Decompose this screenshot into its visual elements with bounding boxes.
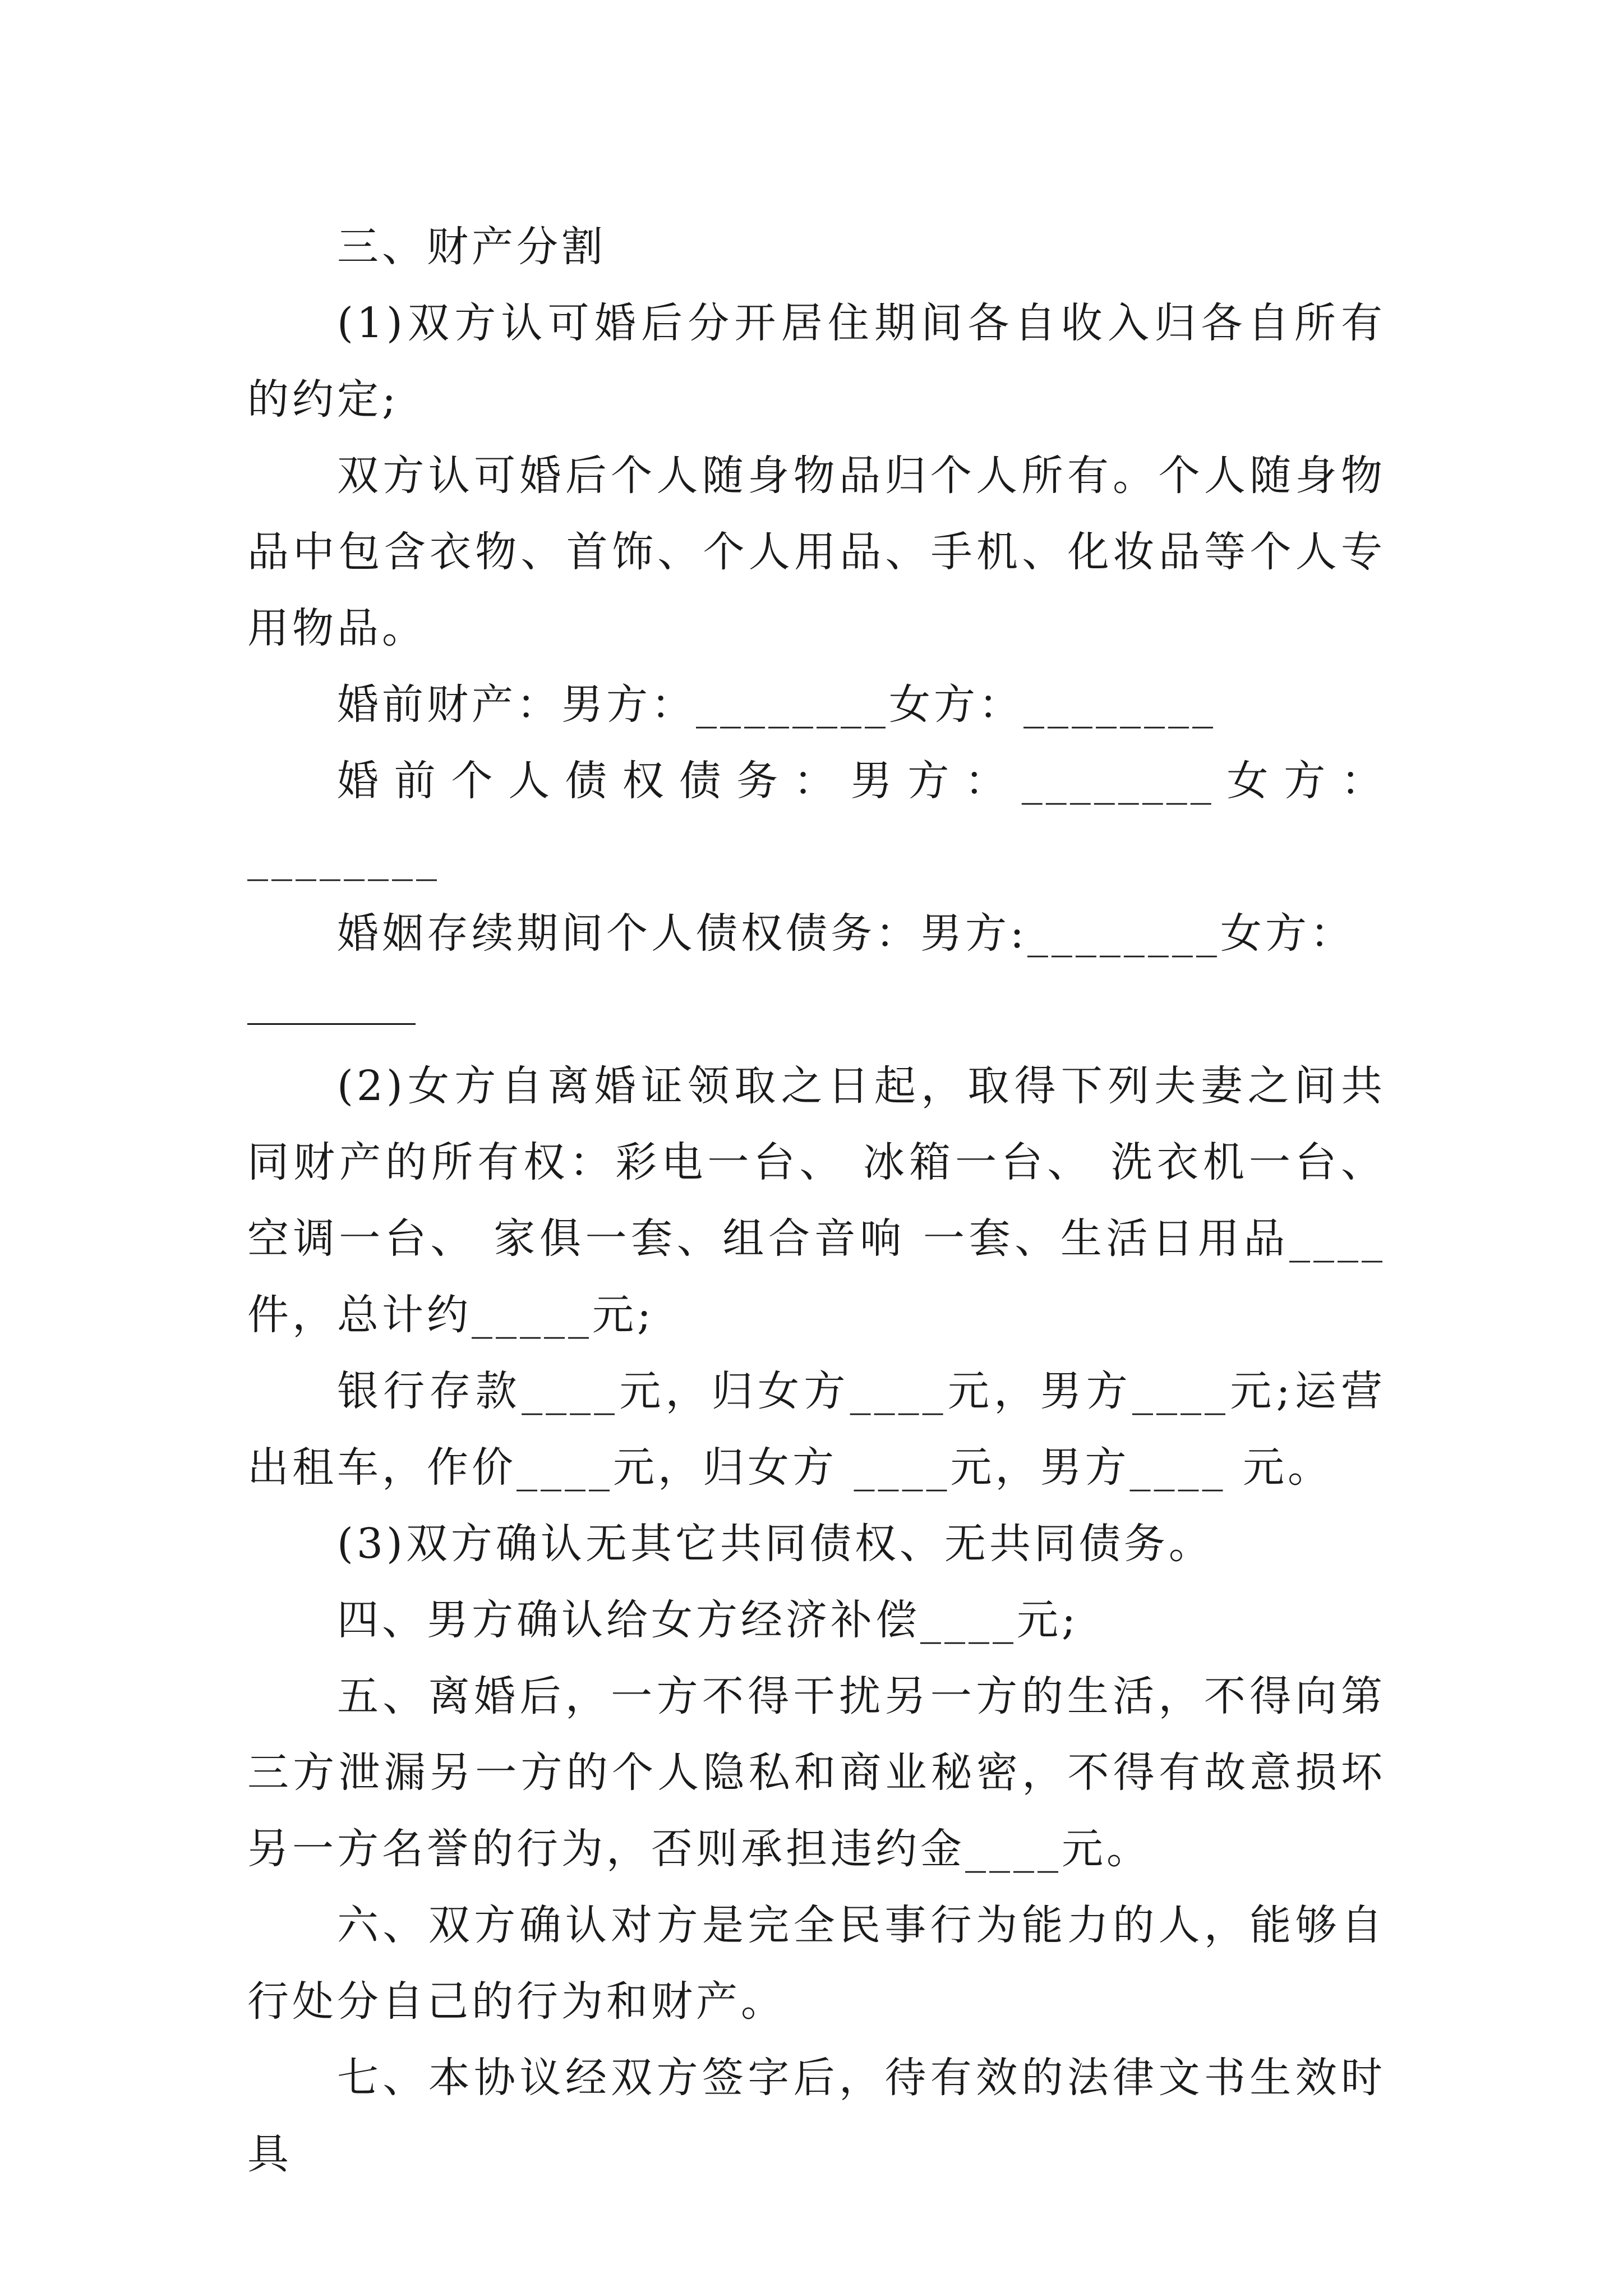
section-5-privacy: 五、离婚后，一方不得干扰另一方的生活，不得向第三方泄漏另一方的个人隐私和商业秘密，不得有故意损坏另一方名誉的行为，否则承担违约金____元。 (247, 1672, 1386, 1873)
section-6-capacity: 六、双方确认对方是完全民事行为能力的人，能够自行处分自己的行为和财产。 (247, 1901, 1386, 2026)
section-heading-property-division: 三、财产分割 (337, 223, 606, 271)
blank-fill-line (247, 972, 1386, 1048)
bank-deposit-paragraph: 银行存款____元，归女方____元，男方____元;运营出租车，作价____元，归女方 ____元，男方____ 元。 (247, 1367, 1386, 1492)
fill-in-blank (247, 1001, 416, 1025)
document-body (247, 209, 1386, 2192)
premarital-property-line: 婚前财产：男方：________女方：________ (337, 680, 1216, 729)
clause-1-income: (1)双方认可婚后分开居住期间各自收入归各自所有的约定; (247, 299, 1386, 424)
clause-2-joint-property: (2)女方自离婚证领取之日起，取得下列夫妻之间共同财产的所有权：彩电一台、 冰箱一台、 洗衣机一台、 空调一台、 家俱一套、组合音响 一套、生活日用品____件，总计约_____元; (247, 1062, 1386, 1339)
section-7-effective: 七、本协议经双方签字后，待有效的法律文书生效时具 (247, 2054, 1386, 2178)
section-4-compensation: 四、男方确认给女方经济补偿____元; (337, 1596, 1079, 1644)
marital-debts-line: 婚姻存续期间个人债权债务：男方:________女方： (337, 909, 1355, 958)
personal-belongings-paragraph: 双方认可婚后个人随身物品归个人所有。个人随身物品中包含衣物、首饰、个人用品、手机、化妆品等个人专用物品。 (247, 452, 1386, 652)
premarital-debts-line: 婚前个人债权债务：男方：________女方：________ (247, 757, 1386, 881)
clause-3-no-debts: (3)双方确认无其它共同债权、无共同债务。 (337, 1520, 1214, 1568)
